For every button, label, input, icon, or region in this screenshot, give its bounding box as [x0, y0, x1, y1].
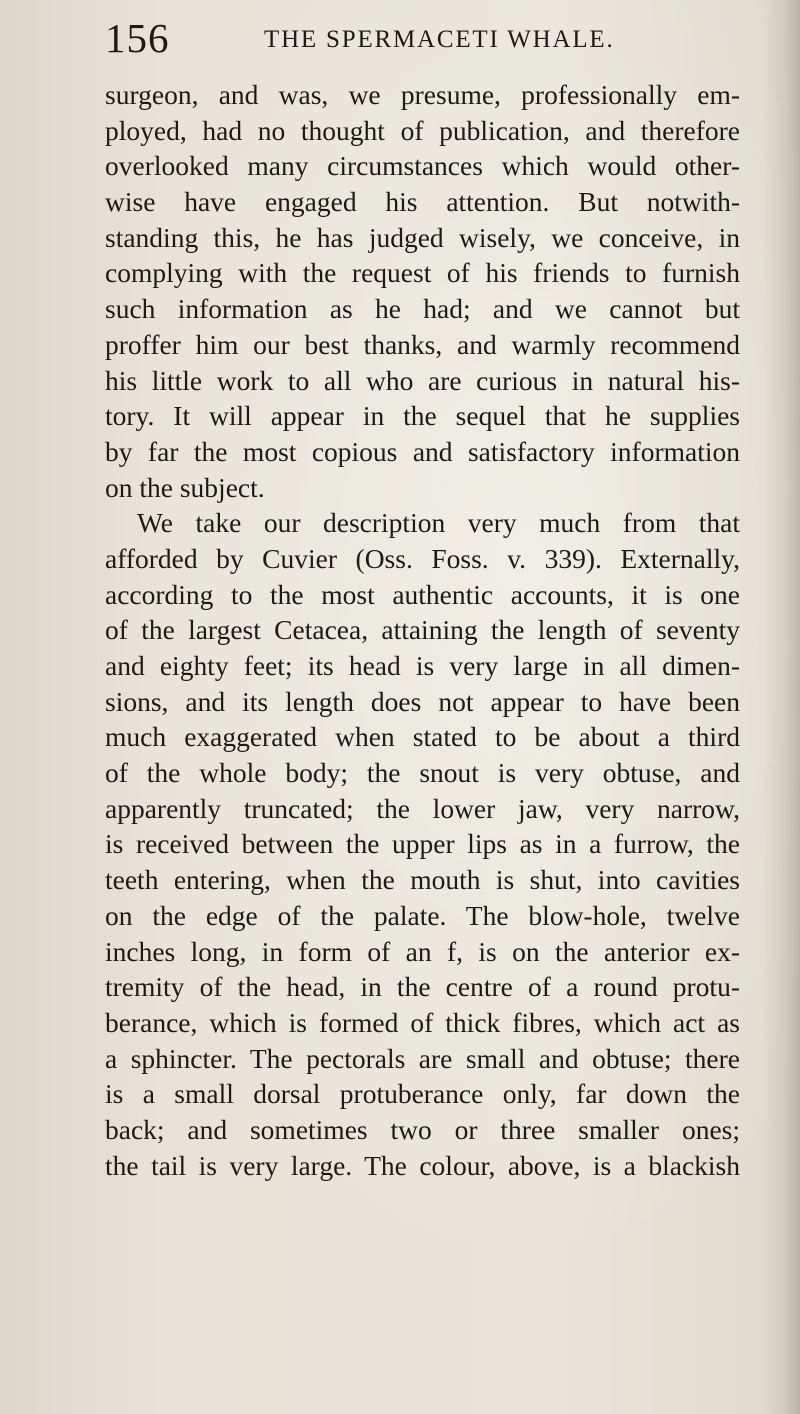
text-line: inches long, in form of an f, is on the anterior ex-: [105, 935, 740, 967]
text-line: proffer him our best thanks, and warmly recommend: [105, 328, 740, 360]
running-title: THE SPERMACETI WHALE.: [264, 26, 615, 53]
text-line: the tail is very large. The colour, above, is a blackish: [105, 1149, 740, 1181]
running-head: [105, 8, 745, 68]
text-line: tory. It will appear in the sequel that he supplies: [105, 400, 740, 432]
text-line: afforded by Cuvier (Oss. Foss. v. 339). Externally,: [105, 542, 740, 574]
text-line: his little work to all who are curious in natural his-: [105, 364, 740, 396]
text-line: of the largest Cetacea, attaining the length of seventy: [105, 614, 740, 646]
text-line: such information as he had; and we cannot but: [105, 293, 740, 325]
text-line: surgeon, and was, we presume, professionally em-: [105, 79, 740, 110]
text-line: by far the most copious and satisfactory information: [105, 435, 740, 467]
text-line: is received between the upper lips as in a furrow, the: [105, 828, 740, 860]
text-line: a sphincter. The pectorals are small and obtuse; there: [105, 1042, 740, 1074]
text-line: tremity of the head, in the centre of a round protu-: [105, 971, 740, 1003]
text-line: on the subject.: [105, 471, 265, 503]
text-line: according to the most authentic accounts, it is one: [105, 578, 740, 610]
text-line: on the edge of the palate. The blow-hole, twelve: [105, 899, 740, 931]
text-line: standing this, he has judged wisely, we conceive, in: [105, 221, 740, 253]
text-line: complying with the request of his friends to furnish: [105, 257, 740, 289]
text-line: We take our description very much from that: [137, 507, 740, 539]
text-line: much exaggerated when stated to be about a third: [105, 721, 740, 753]
text-line: back; and sometimes two or three smaller ones;: [105, 1113, 740, 1145]
text-line: overlooked many circumstances which would other-: [105, 150, 740, 182]
page-edge-shadow: [762, 0, 800, 1414]
text-line: wise have engaged his attention. But notwith-: [105, 186, 740, 218]
text-line: ployed, had no thought of publication, and therefore: [105, 114, 740, 146]
page-number: 156: [105, 15, 170, 61]
text-line: is a small dorsal protuberance only, far down the: [105, 1078, 740, 1110]
text-line: berance, which is formed of thick fibres, which act as: [105, 1006, 740, 1038]
text-line: teeth entering, when the mouth is shut, into cavities: [105, 864, 740, 896]
text-line: apparently truncated; the lower jaw, very narrow,: [105, 792, 740, 824]
text-line: and eighty feet; its head is very large in all dimen-: [105, 650, 740, 681]
text-line: of the whole body; the snout is very obtuse, and: [105, 757, 740, 789]
text-line: sions, and its length does not appear to have been: [105, 685, 740, 717]
body-text: [105, 77, 740, 1183]
